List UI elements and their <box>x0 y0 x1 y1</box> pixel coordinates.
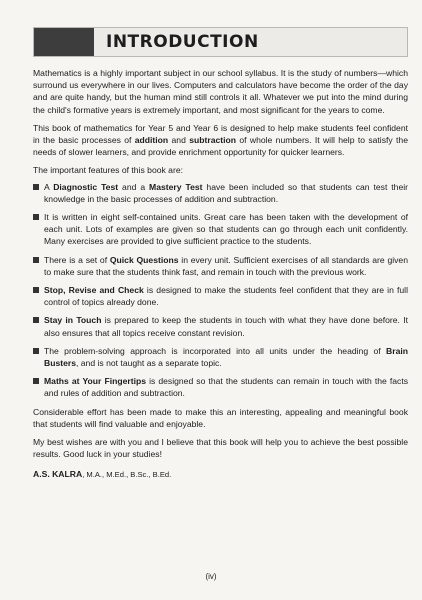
intro-p2-text-c: of whole numbers. It will help to satisfy the needs of slower learners, and provide enrichment opportunity for quicker learners. <box>33 135 408 158</box>
feature-text: A <box>44 181 54 192</box>
feature-text: The problem-solving approach is incorporated into all units under the heading of <box>44 345 387 356</box>
section-header <box>33 27 408 57</box>
feature-text: in every unit. Sufficient exercises of all standards are given to make sure that the students think fast, and remain in touch with the previous work. <box>44 254 408 277</box>
intro-paragraph-1: Mathematics is a highly important subject in our school syllabus. It is the study of numbers—which surround us everywhere in our lives. Computers and calculators have become the order of the day and are quite handy, but the human mind still controls it all. Whatever we put into the mind during the child's formative years is extremely important, and most significant for the years to come. <box>33 68 408 115</box>
square-bullet-icon <box>33 348 39 354</box>
feature-item <box>33 181 408 205</box>
feature-item <box>33 211 408 248</box>
square-bullet-icon <box>33 184 39 190</box>
body-text <box>33 67 408 482</box>
feature-text: It is written in eight self-contained units. Great care has been taken with the development of each unit. Lots of examples are given so that students can go through each unit confidently. Many exercises are provided to give sufficient practice to the students. <box>44 212 408 247</box>
feature-item <box>33 345 408 369</box>
feature-text: There is a set of <box>44 254 110 265</box>
intro-paragraph-2 <box>33 122 408 159</box>
intro-p2-text-a: This book of mathematics for Year 5 and Year 6 is designed to help make students feel confident in the basic processes of <box>33 122 408 146</box>
features-heading: The important features of this book are: <box>33 165 183 176</box>
feature-text: have been included so that students can test their knowledge in the basic processes of addition and subtraction. <box>44 181 409 204</box>
author-signature <box>33 468 408 481</box>
square-bullet-icon <box>33 317 39 323</box>
feature-bold: Stay in Touch <box>44 315 102 326</box>
feature-bold: Diagnostic Test <box>53 181 119 192</box>
feature-item <box>33 284 408 308</box>
feature-item <box>33 314 408 338</box>
square-bullet-icon <box>33 257 39 263</box>
feature-bold: Maths at Your Fingertips <box>44 376 146 387</box>
closing-paragraph-2: My best wishes are with you and I believe that this book will help you to achieve the best possible results. Good luck in your studies! <box>33 437 408 460</box>
page-title: INTRODUCTION <box>106 32 259 52</box>
intro-p2-bold-addition: addition <box>134 135 169 146</box>
feature-text: , and is not taught as a separate topic. <box>76 358 222 369</box>
feature-text: is designed so that the students can remain in touch with the facts and rules of addition and subtraction. <box>44 376 409 399</box>
square-bullet-icon <box>33 287 39 293</box>
author-name: A.S. KALRA <box>33 469 83 480</box>
feature-text: is prepared to keep the students in touch with what they have done before. It also ensures that all topics receive constant revision. <box>44 315 408 338</box>
feature-bold: Quick Questions <box>109 254 179 265</box>
intro-p2-and: and <box>168 135 190 146</box>
feature-item <box>33 375 408 399</box>
square-bullet-icon <box>33 378 39 384</box>
feature-item <box>33 254 408 278</box>
author-qualifications: , M.A., M.Ed., B.Sc., B.Ed. <box>82 470 172 480</box>
intro-p2-bold-subtraction: subtraction <box>189 135 237 146</box>
page-number: (iv) <box>205 572 217 581</box>
feature-bold: Mastery Test <box>149 181 203 192</box>
closing-paragraph-1: Considerable effort has been made to make this an interesting, appealing and meaningful book that students will find valuable and enjoyable. <box>33 406 408 429</box>
feature-text: is designed to make the students feel confident that they are in full control of topics already done. <box>44 285 408 308</box>
square-bullet-icon <box>33 214 39 220</box>
feature-text: and a <box>118 181 150 192</box>
feature-bold: Stop, Revise and Check <box>44 285 144 296</box>
feature-bold: Brain Busters <box>44 345 408 369</box>
header-bar <box>34 28 94 56</box>
